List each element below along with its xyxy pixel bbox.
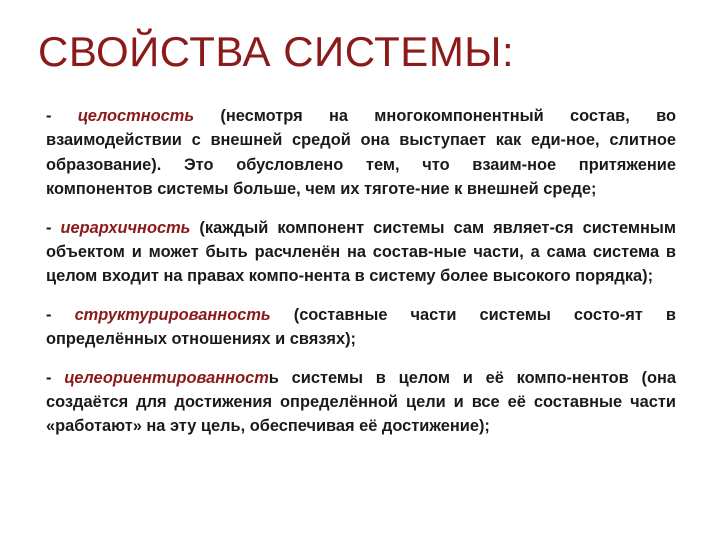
property-item-hierarchy — [46, 216, 676, 289]
property-term: целеориентированност — [64, 368, 269, 387]
list-dash: - — [46, 368, 65, 387]
list-dash: - — [46, 305, 75, 324]
property-term: структурированность — [74, 305, 271, 324]
property-item-structure — [46, 303, 676, 352]
properties-list — [46, 104, 676, 453]
slide-title: СВОЙСТВА СИСТЕМЫ: — [38, 28, 515, 75]
property-item-goal-orientation — [46, 366, 676, 439]
property-description: (несмотря на многокомпонентный состав, во взаимодействии с внешней средой она выступает как еди-ное, слитное образование). Это обусловлено тем, что взаим-ное притяжение компонентов системы больше, чем их тяготе-ние к внешней среде; — [46, 107, 676, 199]
list-dash: - — [46, 107, 78, 125]
property-term: целостность — [77, 107, 195, 125]
property-term-suffix: ь — [268, 368, 279, 387]
property-description: (составные части системы состо-ят в определённых отношениях и связях); — [46, 305, 677, 349]
property-description: (каждый компонент системы сам являет-ся системным объектом и может быть расчленён на состав-ные части, а сама система в целом входит на правах компо-нента в систему более высокого порядка); — [46, 218, 676, 286]
property-item-integrity — [46, 104, 676, 202]
property-description: системы в целом и её компо-нентов (она создаётся для достижения определённой цели и все её составные части «работают» на эту цель, обеспечивая её достижение); — [46, 368, 676, 436]
property-term: иерархичность — [60, 218, 191, 237]
list-dash: - — [46, 218, 61, 237]
